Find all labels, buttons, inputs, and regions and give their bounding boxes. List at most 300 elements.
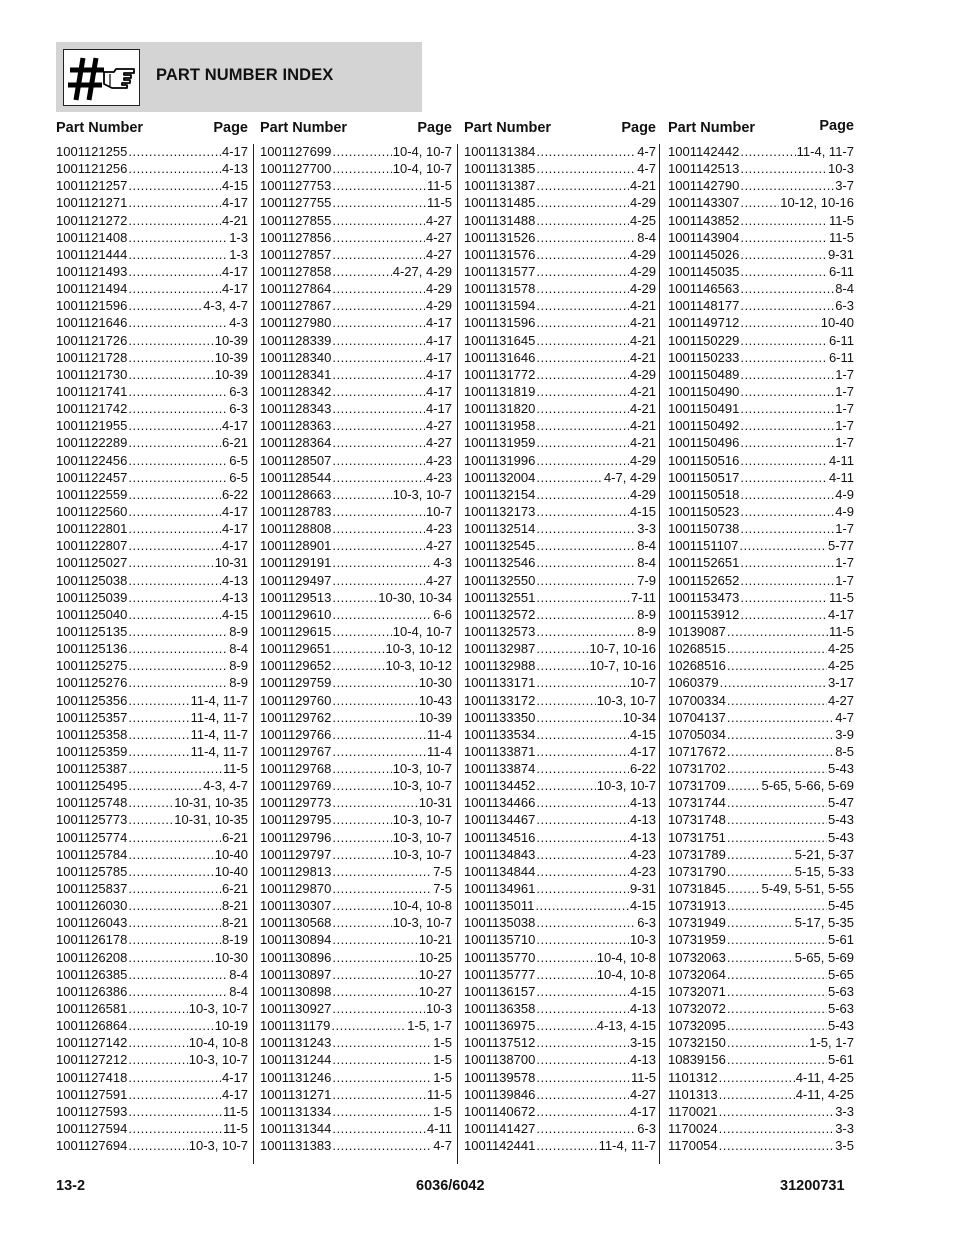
part-number: 1001125040 <box>56 606 128 622</box>
index-entry <box>668 314 854 331</box>
index-entry <box>464 297 656 314</box>
dot-leader <box>332 983 417 1000</box>
dot-leader <box>740 314 819 331</box>
index-entry <box>56 1103 248 1120</box>
dot-leader <box>128 417 221 434</box>
dot-leader <box>727 743 834 760</box>
dot-leader <box>332 623 391 640</box>
part-number: 1001128507 <box>260 452 332 468</box>
page-reference: 8-9 <box>229 658 248 674</box>
part-number: 1001131488 <box>464 212 536 228</box>
page-reference: 4-23 <box>425 521 452 537</box>
dot-leader <box>332 229 425 246</box>
part-number: 1001125784 <box>56 846 128 862</box>
dot-leader <box>536 177 629 194</box>
index-entry <box>260 640 452 657</box>
index-entry <box>464 1137 656 1154</box>
dot-leader <box>740 297 834 314</box>
page-reference: 4-17 <box>221 418 248 434</box>
page-reference: 11-4 <box>426 726 452 742</box>
dot-leader <box>727 760 827 777</box>
dot-leader <box>740 554 834 571</box>
page-reference: 4-13 <box>629 829 656 845</box>
page-reference: 4-9 <box>835 503 854 519</box>
part-number: 1001131819 <box>464 383 536 399</box>
page-reference: 4-15 <box>221 178 248 194</box>
part-number: 1001133171 <box>464 675 536 691</box>
index-entry <box>260 606 452 623</box>
part-number-heading: Part Number <box>56 120 144 136</box>
part-number: 10731702 <box>668 761 726 777</box>
part-number: 1001150496 <box>668 435 740 451</box>
index-entry <box>464 246 656 263</box>
part-number: 1001131594 <box>464 298 536 314</box>
dot-leader <box>536 1034 629 1051</box>
dot-leader <box>536 846 629 863</box>
dot-leader <box>332 606 432 623</box>
dot-leader <box>128 177 221 194</box>
index-entry <box>260 469 452 486</box>
index-entry <box>56 434 248 451</box>
index-entry <box>668 349 854 366</box>
index-entry <box>260 503 452 520</box>
part-number: 1001133871 <box>464 743 536 759</box>
dot-leader <box>128 760 222 777</box>
footer-model: 6036/6042 <box>416 1178 485 1194</box>
part-number: 1001131244 <box>260 1052 332 1068</box>
dot-leader <box>740 143 795 160</box>
part-number: 10731790 <box>668 863 726 879</box>
dot-leader <box>727 811 827 828</box>
page-reference: 11-5 <box>630 1069 656 1085</box>
index-entry <box>668 640 854 657</box>
page-reference: 11-4, 11-7 <box>190 709 248 725</box>
part-number: 1001146563 <box>668 281 740 297</box>
index-entry <box>464 263 656 280</box>
index-entry <box>464 520 656 537</box>
index-entry <box>260 760 452 777</box>
dot-leader <box>128 983 228 1000</box>
part-number: 1001129615 <box>260 623 332 639</box>
index-entry <box>668 143 854 160</box>
page-reference: 4-17 <box>221 503 248 519</box>
index-entry <box>56 811 248 828</box>
part-number: 1001143904 <box>668 229 740 245</box>
dot-leader <box>536 537 636 554</box>
index-entry <box>260 657 452 674</box>
page-reference: 1-5 <box>433 1069 452 1085</box>
dot-leader <box>536 743 629 760</box>
dot-leader <box>332 314 425 331</box>
page-reference: 5-47 <box>827 795 854 811</box>
part-number: 1001129651 <box>260 641 332 657</box>
dot-leader <box>727 880 761 897</box>
dot-leader <box>727 1017 827 1034</box>
page-reference: 4-3 <box>433 555 452 571</box>
index-entry <box>56 897 248 914</box>
index-entry <box>56 332 248 349</box>
dot-leader <box>727 966 827 983</box>
index-entry <box>668 897 854 914</box>
index-entry <box>668 829 854 846</box>
part-number: 1001139578 <box>464 1069 536 1085</box>
index-entry <box>56 966 248 983</box>
part-number: 1001122807 <box>56 538 128 554</box>
dot-leader <box>740 263 828 280</box>
page-reference: 11-5 <box>828 623 854 639</box>
page-reference: 5-63 <box>827 1001 854 1017</box>
part-number: 10717672 <box>668 743 726 759</box>
dot-leader <box>332 212 425 229</box>
index-entry <box>464 452 656 469</box>
page-reference: 1-5, 1-7 <box>809 1035 854 1051</box>
page-reference: 8-9 <box>229 675 248 691</box>
dot-leader <box>128 640 228 657</box>
page-reference: 10-4, 10-8 <box>596 966 656 982</box>
part-number: 1001129768 <box>260 761 332 777</box>
dot-leader <box>536 212 629 229</box>
page-reference: 10-31, 10-35 <box>174 795 248 811</box>
part-number-heading: Part Number <box>464 120 552 136</box>
part-number: 1060379 <box>668 675 719 691</box>
index-entry <box>260 794 452 811</box>
page-reference: 4-17 <box>425 401 452 417</box>
page-reference: 4-15 <box>629 726 656 742</box>
dot-leader <box>128 263 221 280</box>
dot-leader <box>727 640 827 657</box>
part-number: 1001131958 <box>464 418 536 434</box>
dot-leader <box>332 760 391 777</box>
index-entry <box>668 246 854 263</box>
page-reference: 4-27 <box>425 435 452 451</box>
part-number: 1001143307 <box>668 195 740 211</box>
dot-leader <box>332 966 417 983</box>
page-reference: 4-27 <box>827 692 854 708</box>
part-number: 1001121646 <box>56 315 128 331</box>
index-entry <box>260 160 452 177</box>
column-divider <box>659 144 660 1164</box>
index-entry <box>56 537 248 554</box>
dot-leader <box>128 1120 222 1137</box>
page-reference: 4-23 <box>425 452 452 468</box>
dot-leader <box>128 229 228 246</box>
dot-leader <box>536 383 629 400</box>
index-entry <box>56 177 248 194</box>
index-entry <box>260 332 452 349</box>
dot-leader <box>740 160 827 177</box>
dot-leader <box>740 400 834 417</box>
index-entry <box>464 777 656 794</box>
page-heading: Page <box>417 120 452 136</box>
dot-leader <box>332 1103 432 1120</box>
page-reference: 4-11, 4-25 <box>795 1086 854 1102</box>
page-reference: 4-17 <box>425 366 452 382</box>
part-number: 10731789 <box>668 846 726 862</box>
page-reference: 4-23 <box>425 469 452 485</box>
dot-leader <box>128 349 213 366</box>
dot-leader <box>727 1034 808 1051</box>
part-number: 1001128901 <box>260 538 332 554</box>
dot-leader <box>536 434 629 451</box>
page-reference: 4-11 <box>426 1121 452 1137</box>
page-reference: 4-17 <box>221 1086 248 1102</box>
page-reference: 11-4, 11-7 <box>796 144 854 159</box>
dot-leader <box>128 811 173 828</box>
page-reference: 6-22 <box>221 486 248 502</box>
part-number: 10732064 <box>668 966 726 982</box>
page-reference: 11-4, 11-7 <box>190 743 248 759</box>
page-reference: 10-4, 10-7 <box>392 144 452 159</box>
footer-page-number: 13-2 <box>56 1178 86 1194</box>
dot-leader <box>331 1017 406 1034</box>
index-entry <box>464 606 656 623</box>
page-reference: 10-21 <box>418 932 452 948</box>
part-number: 1001131334 <box>260 1103 332 1119</box>
index-entry <box>668 1137 854 1154</box>
index-entry <box>668 657 854 674</box>
dot-leader <box>536 297 629 314</box>
page-reference: 4-21 <box>629 315 656 331</box>
part-number: 10731748 <box>668 812 726 828</box>
index-entry <box>56 794 248 811</box>
dot-leader <box>536 280 629 297</box>
page-reference: 7-5 <box>433 881 452 897</box>
index-entry <box>260 709 452 726</box>
index-entry <box>668 400 854 417</box>
part-number: 1001126208 <box>56 949 128 965</box>
part-number-heading: Part Number <box>260 120 348 136</box>
index-entry <box>260 1086 452 1103</box>
index-entry <box>56 520 248 537</box>
page-reference: 10-3, 10-12 <box>385 641 452 657</box>
index-entry <box>464 1120 656 1137</box>
index-entry <box>464 709 656 726</box>
page-reference: 1-7 <box>835 572 854 588</box>
part-number: 1001135770 <box>464 949 536 965</box>
dot-leader <box>128 794 173 811</box>
dot-leader <box>332 434 425 451</box>
part-number: 1001134467 <box>464 812 536 828</box>
index-entry <box>464 1086 656 1103</box>
part-number: 1001129870 <box>260 881 332 897</box>
dot-leader <box>128 674 228 691</box>
index-entry <box>260 1017 452 1034</box>
dot-leader <box>536 880 629 897</box>
index-entry <box>464 417 656 434</box>
dot-leader <box>128 332 213 349</box>
page-reference: 5-77 <box>827 538 854 554</box>
part-number: 10731709 <box>668 778 726 794</box>
dot-leader <box>128 966 228 983</box>
index-entry <box>464 1069 656 1086</box>
dot-leader <box>740 332 828 349</box>
part-number: 1001127855 <box>260 212 332 228</box>
part-number: 1001125773 <box>56 812 128 828</box>
index-entry <box>56 246 248 263</box>
index-entry <box>260 452 452 469</box>
dot-leader <box>536 1103 629 1120</box>
part-number: 1001127755 <box>260 195 332 211</box>
index-entry <box>260 1069 452 1086</box>
index-entry <box>668 623 854 640</box>
index-entry <box>260 674 452 691</box>
dot-leader <box>128 1017 213 1034</box>
part-number: 1001137512 <box>464 1035 536 1051</box>
part-number: 1001129773 <box>260 795 332 811</box>
page-reference: 6-11 <box>828 349 854 365</box>
dot-leader <box>128 1137 187 1154</box>
page-reference: 10-3, 10-7 <box>392 812 452 828</box>
page-reference: 10-3, 10-7 <box>392 846 452 862</box>
index-entry <box>668 1017 854 1034</box>
index-entry <box>56 212 248 229</box>
part-number: 1001128339 <box>260 332 332 348</box>
page-reference: 4-29 <box>629 486 656 502</box>
index-entry <box>464 383 656 400</box>
index-entry <box>668 212 854 229</box>
index-entry <box>260 1120 452 1137</box>
dot-leader <box>332 469 425 486</box>
part-number: 1001125837 <box>56 881 128 897</box>
page-reference: 1-7 <box>835 383 854 399</box>
dot-leader <box>727 1000 827 1017</box>
part-number: 1001129796 <box>260 829 332 845</box>
index-entry <box>56 349 248 366</box>
dot-leader <box>332 246 425 263</box>
page-reference: 10-4, 10-8 <box>188 1035 248 1051</box>
index-entry <box>56 366 248 383</box>
part-number: 1001131485 <box>464 195 536 211</box>
dot-leader <box>536 1051 629 1068</box>
index-entry <box>260 400 452 417</box>
index-entry <box>56 143 248 160</box>
index-entry <box>668 160 854 177</box>
page-reference: 4-17 <box>827 606 854 622</box>
page-reference: 10-4, 10-8 <box>392 898 452 914</box>
index-entry <box>260 366 452 383</box>
column-header <box>464 120 656 142</box>
dot-leader <box>740 417 834 434</box>
page-reference: 4-21 <box>629 435 656 451</box>
index-entry <box>464 280 656 297</box>
index-entry <box>668 229 854 246</box>
page-reference: 8-4 <box>229 983 248 999</box>
page-reference: 4-17 <box>221 538 248 554</box>
dot-leader <box>332 1000 425 1017</box>
page-reference: 10-34 <box>622 709 656 725</box>
page-reference: 11-5 <box>222 761 248 777</box>
page-reference: 4-27 <box>425 229 452 245</box>
part-number: 1001139846 <box>464 1086 536 1102</box>
page-reference: 10-3, 10-7 <box>188 1138 248 1154</box>
page-reference: 5-43 <box>827 1018 854 1034</box>
index-entry <box>464 212 656 229</box>
page-reference: 4-21 <box>629 401 656 417</box>
index-entry <box>464 1103 656 1120</box>
index-entry <box>668 263 854 280</box>
part-number: 1001132550 <box>464 572 536 588</box>
dot-leader <box>332 332 425 349</box>
index-entry <box>260 1051 452 1068</box>
part-number: 1001131383 <box>260 1138 332 1154</box>
page-reference: 4-3, 4-7 <box>203 778 248 794</box>
part-number: 10731845 <box>668 881 726 897</box>
dot-leader <box>128 606 221 623</box>
part-number: 1001152651 <box>668 555 740 571</box>
index-entry <box>56 452 248 469</box>
dot-leader <box>128 1051 187 1068</box>
dot-leader <box>128 160 221 177</box>
index-entry <box>668 931 854 948</box>
dot-leader <box>536 914 636 931</box>
part-number: 1001125785 <box>56 863 128 879</box>
dot-leader <box>332 794 417 811</box>
part-number: 1001122456 <box>56 452 128 468</box>
index-entry <box>56 400 248 417</box>
index-entry <box>464 829 656 846</box>
index-entry <box>260 726 452 743</box>
part-number: 1001131596 <box>464 315 536 331</box>
page-reference: 4-17 <box>221 521 248 537</box>
index-entry <box>56 983 248 1000</box>
footer-doc-number: 31200731 <box>780 1178 845 1194</box>
page-reference: 6-3 <box>637 1121 656 1137</box>
index-entry <box>56 297 248 314</box>
part-number: 1001152652 <box>668 572 740 588</box>
dot-leader <box>332 931 417 948</box>
page-reference: 4-13 <box>221 589 248 605</box>
part-number: 1001129610 <box>260 606 332 622</box>
page-reference: 11-4, 11-7 <box>190 726 248 742</box>
index-entry <box>56 1120 248 1137</box>
page-reference: 4-25 <box>827 658 854 674</box>
part-number: 1001135038 <box>464 915 536 931</box>
part-number: 1001129795 <box>260 812 332 828</box>
page-reference: 4-21 <box>629 418 656 434</box>
dot-leader <box>128 657 228 674</box>
part-number: 1001131996 <box>464 452 536 468</box>
page-reference: 10-30 <box>418 675 452 691</box>
index-entry <box>464 554 656 571</box>
page-reference: 4-21 <box>629 178 656 194</box>
page-reference: 4-27 <box>425 538 452 554</box>
part-number: 1001121742 <box>56 401 128 417</box>
page-reference: 10-40 <box>820 315 854 331</box>
dot-leader <box>740 383 834 400</box>
index-entry <box>464 914 656 931</box>
dot-leader <box>536 314 629 331</box>
part-number: 1001121271 <box>56 195 128 211</box>
page-reference: 5-15, 5-33 <box>794 863 854 879</box>
page-reference: 7-11 <box>630 589 656 605</box>
page-reference: 4-17 <box>425 383 452 399</box>
index-entry <box>668 537 854 554</box>
index-entry <box>56 726 248 743</box>
part-number: 1001126178 <box>56 932 128 948</box>
dot-leader <box>740 212 828 229</box>
page-reference: 1-3 <box>229 229 248 245</box>
page-reference: 8-19 <box>221 932 248 948</box>
part-number: 1101312 <box>668 1069 718 1085</box>
part-number: 1001125356 <box>56 692 128 708</box>
index-entry <box>260 1034 452 1051</box>
page-reference: 4-21 <box>629 332 656 348</box>
index-entry <box>260 623 452 640</box>
page-reference: 4-17 <box>425 315 452 331</box>
dot-leader <box>128 314 228 331</box>
index-entry <box>56 709 248 726</box>
index-entry <box>56 606 248 623</box>
